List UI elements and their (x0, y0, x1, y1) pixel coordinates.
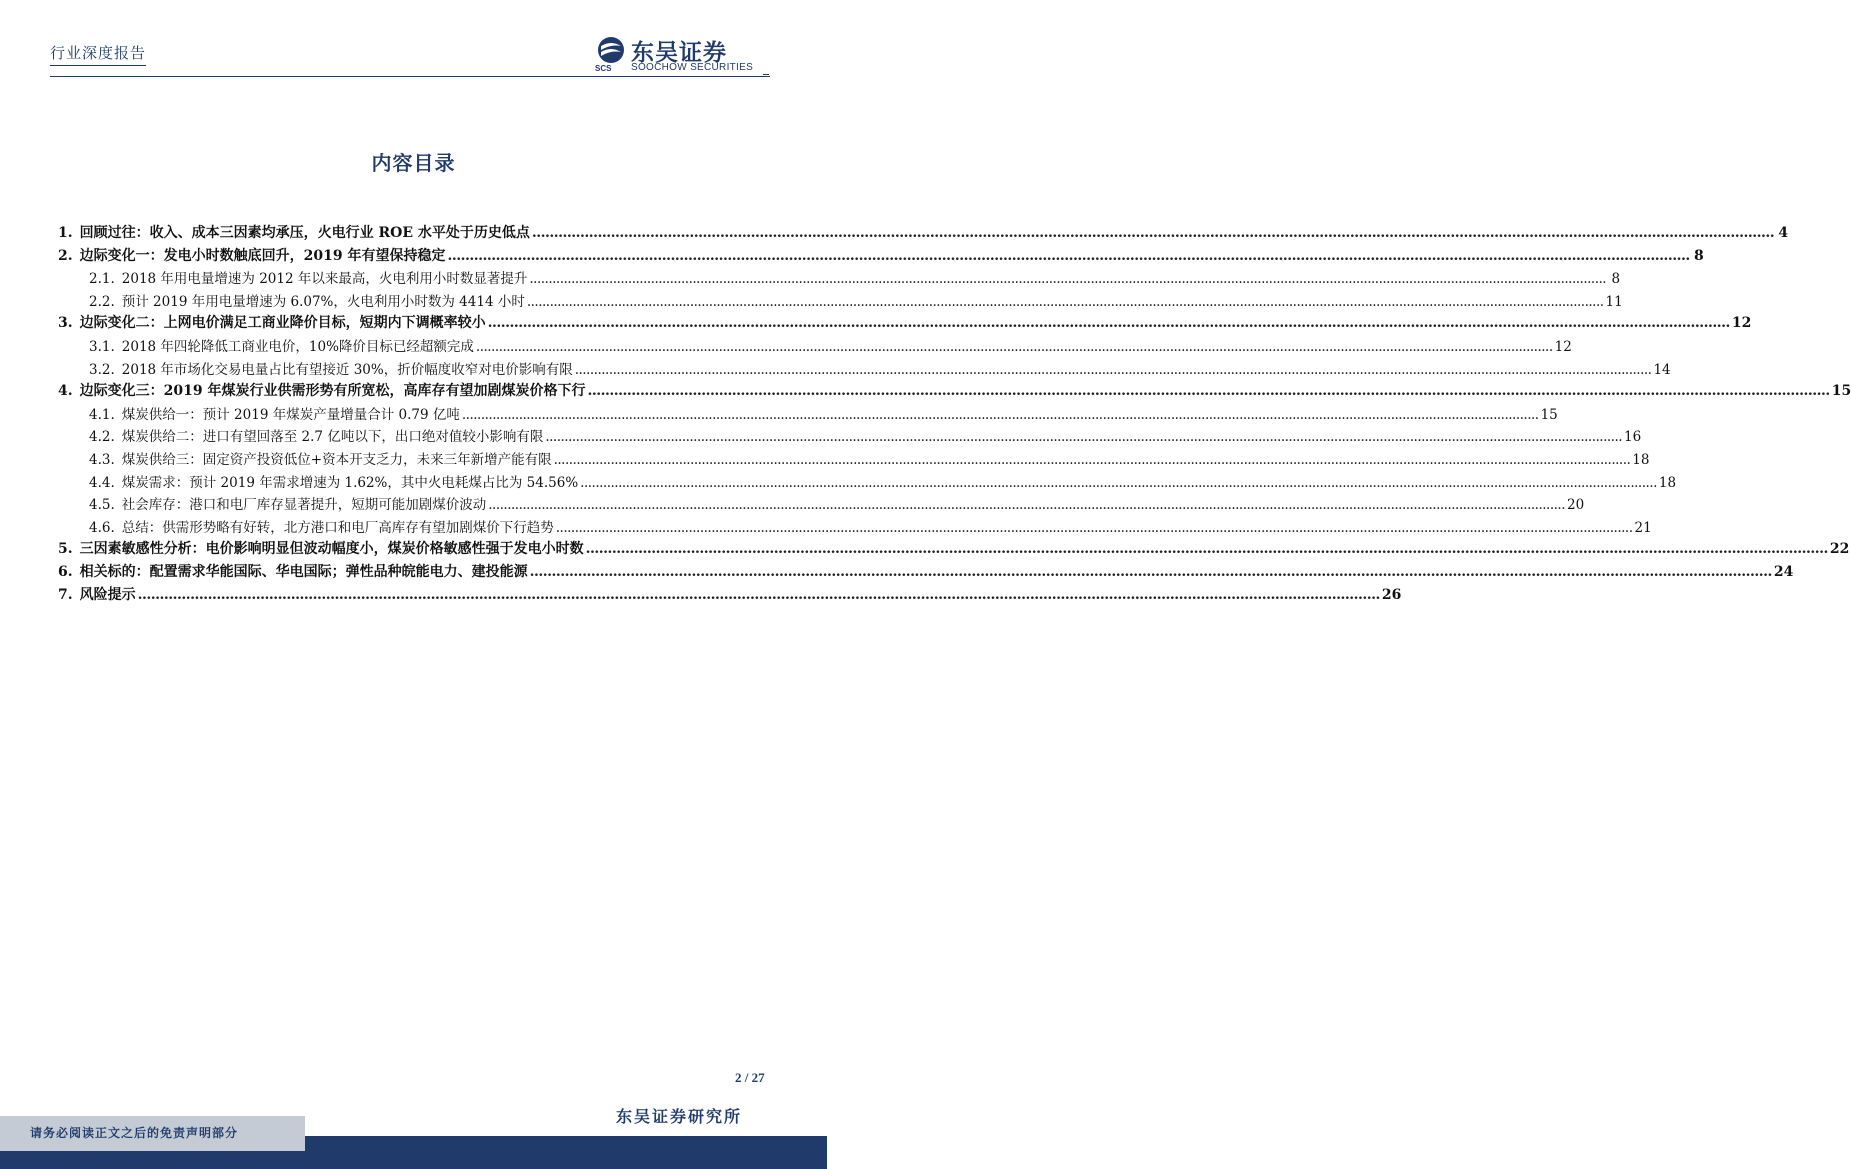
toc-entry-page: 12 (1554, 338, 1572, 355)
toc-entry-text: 三因素敏感性分析：电价影响明显但波动幅度小，煤炭价格敏感性强于发电小时数 (79, 541, 584, 558)
toc-entry-page: 12 (1731, 315, 1752, 332)
toc-entry-text: 回顾过往：收入、成本三因素均承压，火电行业 ROE 水平处于历史低点 (79, 225, 530, 241)
report-type-label: 行业深度报告 (50, 42, 146, 66)
toc-entry-number: 4. (58, 383, 73, 400)
soochow-logo-icon (595, 36, 627, 66)
toc-entry-page: 24 (1773, 563, 1794, 580)
table-of-contents (58, 222, 1851, 606)
toc-leader-dots (532, 225, 1774, 241)
toc-leader-dots (529, 271, 1606, 287)
toc-entry-page: 16 (1624, 429, 1642, 446)
toc-entry-subsection[interactable] (58, 267, 1621, 290)
header-divider (50, 76, 770, 77)
toc-entry-text: 边际变化二：上网电价满足工商业降价目标，短期内下调概率较小 (79, 315, 486, 332)
header-tick (763, 74, 769, 75)
toc-entry-page: 21 (1634, 519, 1652, 536)
toc-leader-dots (447, 248, 1689, 264)
toc-leader-dots (488, 315, 1730, 331)
toc-entry-section[interactable] (58, 222, 1789, 245)
toc-entry-subsection[interactable] (58, 403, 1558, 426)
toc-leader-dots (527, 294, 1604, 310)
toc-entry-number: 3.2. (89, 361, 115, 378)
toc-entry-text: 边际变化一：发电小时数触底回升，2019 年有望保持稳定 (79, 247, 446, 264)
toc-entry-text: 2018 年四轮降低工商业电价，10%降价目标已经超额完成 (121, 338, 474, 355)
toc-entry-text: 风险提示 (79, 586, 136, 603)
toc-entry-number: 2.1. (89, 271, 115, 288)
toc-entry-text: 边际变化三：2019 年煤炭行业供需形势有所宽松，高库存有望加剧煤炭价格下行 (79, 383, 586, 400)
toc-entry-subsection[interactable] (58, 471, 1677, 494)
disclaimer-note: 请务必阅读正文之后的免责声明部分 (30, 1126, 239, 1140)
toc-entry-section[interactable] (58, 245, 1704, 268)
company-logo (595, 34, 775, 76)
toc-entry-number: 4.6. (89, 519, 115, 536)
toc-entry-text: 2018 年用电量增速为 2012 年以来最高，火电利用小时数显著提升 (121, 271, 528, 288)
toc-entry-subsection[interactable] (58, 358, 1671, 381)
toc-entry-page: 22 (1829, 541, 1850, 558)
toc-entry-page: 20 (1566, 497, 1585, 514)
logo-name-en: SOOCHOW SECURITIES (631, 62, 754, 73)
toc-entry-page: 15 (1540, 406, 1558, 423)
toc-entry-text: 煤炭供给二：进口有望回落至 2.7 亿吨以下，出口绝对值较小影响有限 (121, 429, 544, 446)
toc-entry-page: 8 (1611, 271, 1621, 288)
toc-leader-dots (556, 520, 1633, 536)
toc-entry-number: 2.2. (89, 293, 115, 310)
toc-leader-dots (554, 452, 1631, 468)
toc-entry-number: 3.1. (89, 338, 115, 355)
toc-leader-dots (488, 497, 1565, 513)
toc-entry-page: 11 (1605, 293, 1623, 310)
toc-entry-text: 2018 年市场化交易电量占比有望接近 30%，折价幅度收窄对电价影响有限 (121, 361, 573, 378)
toc-entry-subsection[interactable] (58, 425, 1642, 448)
footer-org: 东吴证券研究所 (616, 1107, 743, 1126)
toc-leader-dots (545, 429, 1622, 445)
toc-entry-section[interactable] (58, 538, 1850, 561)
toc-entry-number: 6. (58, 563, 73, 580)
toc-entry-section[interactable] (58, 561, 1794, 584)
toc-entry-number: 1. (58, 225, 73, 241)
toc-entry-text: 总结：供需形势略有好转，北方港口和电厂高库存有望加剧煤价下行趋势 (121, 519, 554, 536)
toc-entry-number: 4.5. (89, 497, 115, 514)
toc-entry-number: 7. (58, 586, 73, 603)
toc-entry-subsection[interactable] (58, 290, 1623, 313)
toc-entry-page: 15 (1831, 383, 1851, 400)
toc-entry-text: 煤炭需求：预计 2019 年需求增速为 1.62%，其中火电耗煤占比为 54.56% (121, 474, 579, 491)
toc-entry-page: 18 (1658, 474, 1677, 491)
toc-leader-dots (586, 541, 1828, 557)
toc-entry-subsection[interactable] (58, 448, 1650, 471)
toc-title: 内容目录 (371, 151, 456, 175)
toc-leader-dots (138, 587, 1380, 603)
toc-entry-subsection[interactable] (58, 516, 1652, 539)
toc-entry-text: 煤炭供给一：预计 2019 年煤炭产量增量合计 0.79 亿吨 (121, 406, 460, 423)
toc-entry-subsection[interactable] (58, 493, 1585, 516)
toc-entry-page: 4 (1778, 225, 1789, 241)
toc-entry-subsection[interactable] (58, 335, 1572, 358)
toc-entry-section[interactable] (58, 584, 1402, 607)
toc-entry-text: 相关标的：配置需求华能国际、华电国际；弹性品种皖能电力、建投能源 (79, 563, 528, 580)
toc-entry-text: 预计 2019 年用电量增速为 6.07%，火电利用小时数为 4414 小时 (121, 293, 525, 310)
toc-entry-page: 8 (1693, 247, 1704, 264)
toc-entry-section[interactable] (58, 312, 1752, 335)
toc-entry-page: 26 (1381, 586, 1402, 603)
toc-entry-page: 18 (1632, 451, 1650, 468)
toc-entry-number: 4.2. (89, 429, 115, 446)
toc-leader-dots (580, 475, 1657, 491)
logo-name-cn: 东吴证券 (631, 40, 727, 66)
toc-entry-number: 5. (58, 541, 73, 558)
toc-entry-page: 14 (1653, 361, 1671, 378)
toc-leader-dots (575, 362, 1652, 378)
toc-entry-number: 4.3. (89, 451, 115, 468)
logo-abbreviation: SCS (595, 64, 612, 73)
toc-entry-number: 2. (58, 247, 73, 264)
toc-leader-dots (530, 564, 1772, 580)
toc-entry-text: 社会库存：港口和电厂库存显著提升，短期可能加剧煤价波动 (121, 497, 487, 514)
page-indicator: 2 / 27 (735, 1070, 765, 1085)
toc-entry-text: 煤炭供给三：固定资产投资低位+资本开支乏力，未来三年新增产能有限 (121, 451, 552, 468)
toc-entry-number: 4.1. (89, 406, 115, 423)
toc-entry-number: 3. (58, 315, 73, 332)
toc-entry-section[interactable] (58, 380, 1851, 403)
toc-leader-dots (587, 383, 1829, 399)
toc-entry-number: 4.4. (89, 474, 115, 491)
toc-leader-dots (476, 339, 1553, 355)
toc-leader-dots (462, 407, 1539, 423)
